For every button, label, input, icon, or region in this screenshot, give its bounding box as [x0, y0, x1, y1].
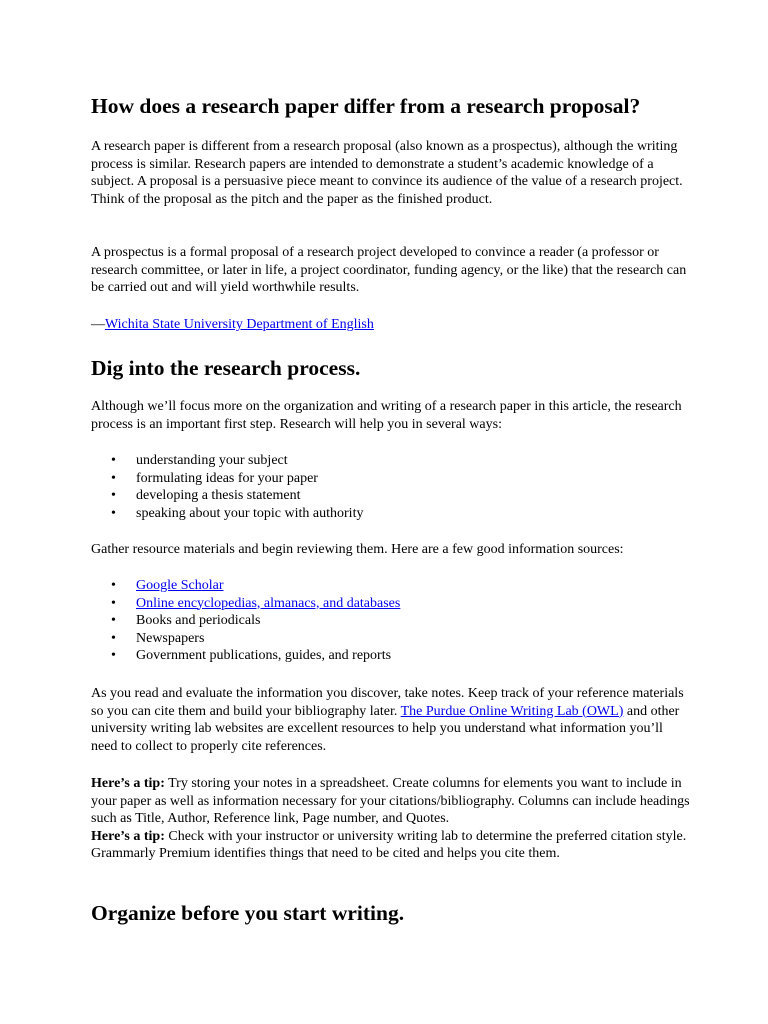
list-item: • understanding your subject — [91, 452, 691, 470]
list-item: • Newspapers — [91, 630, 691, 648]
section-heading-organize: Organize before you start writing. — [91, 901, 405, 925]
paragraph-research-intro — [91, 398, 691, 433]
list-item: • developing a thesis statement — [91, 487, 691, 505]
paragraph-note-taking — [91, 685, 691, 755]
em-dash: — — [91, 317, 105, 332]
attribution — [91, 316, 691, 334]
google-scholar-link[interactable]: Google Scholar — [136, 578, 224, 593]
list-item: • formulating ideas for your paper — [91, 470, 691, 488]
section-heading-research-vs-proposal: How does a research paper differ from a research proposal? — [91, 94, 641, 118]
tip-citation-style — [91, 828, 691, 863]
tip-spreadsheet — [91, 775, 691, 828]
tip-text: Try storing your notes in a spreadsheet. Create columns for elements you want to include in your paper as well as information necessary for your citations/bibliography. Columns can include headings such as Title, Author, Reference link, Page number, and Quotes. — [91, 776, 690, 827]
paragraph-text: A research paper is different from a research proposal (also known as a prospectus), although the writing process is similar. Research papers are intended to demonstrate a student’s academic knowledge of a subject. A proposal is a persuasive piece meant to convince its audience of the value of a research project. Think of the proposal as the pitch and the paper as the finished product. — [91, 139, 683, 207]
encyclopedias-link[interactable]: Online encyclopedias, almanacs, and databases — [136, 595, 401, 611]
list-item: • Books and periodicals — [91, 612, 691, 630]
list-item: • speaking about your topic with authority — [91, 505, 691, 523]
wichita-state-link[interactable]: Wichita State University Department of English — [105, 317, 374, 332]
list-item: • Government publications, guides, and reports — [91, 647, 691, 665]
tip-label: Here’s a tip: — [91, 776, 165, 791]
sources-list — [91, 577, 691, 665]
notes-text-after: and other university writing lab websites are excellent resources to help you understand what information you’ll need to collect to properly cite references. — [91, 703, 680, 754]
paragraph-prospectus-definition — [91, 244, 691, 297]
section-heading-research-process: Dig into the research process. — [91, 356, 361, 380]
purdue-owl-link[interactable]: The Purdue Online Writing Lab (OWL) — [400, 703, 624, 719]
tip-label: Here’s a tip: — [91, 828, 165, 844]
list-item — [91, 595, 691, 613]
list-item — [91, 577, 691, 595]
paragraph-research-paper-definition — [91, 138, 691, 208]
paragraph-text: A prospectus is a formal proposal of a research project developed to convince a reader (a professor or research committee, or later in life, a project coordinator, funding agency, or the like) that the research can be carried out and will yield worthwhile results. — [91, 245, 687, 296]
paragraph-text: Although we’ll focus more on the organization and writing of a research paper in this article, the research process is an important first step. Research will help you in several ways: — [91, 399, 682, 432]
tip-text: Check with your instructor or university writing lab to determine the preferred citation style. Grammarly Premium identifies things that need to be cited and helps you cite them. — [91, 828, 687, 862]
paragraph-text: Gather resource materials and begin reviewing them. Here are a few good information sources: — [91, 542, 624, 557]
tips-block — [91, 775, 691, 863]
notes-text-before: As you read and evaluate the information you discover, take notes. Keep track of your reference materials so you can cite them and build your bibliography later. — [91, 686, 684, 719]
benefits-list — [91, 452, 691, 522]
attribution-line — [91, 316, 691, 334]
paragraph-text — [91, 685, 691, 755]
paragraph-sources-intro — [91, 541, 691, 559]
